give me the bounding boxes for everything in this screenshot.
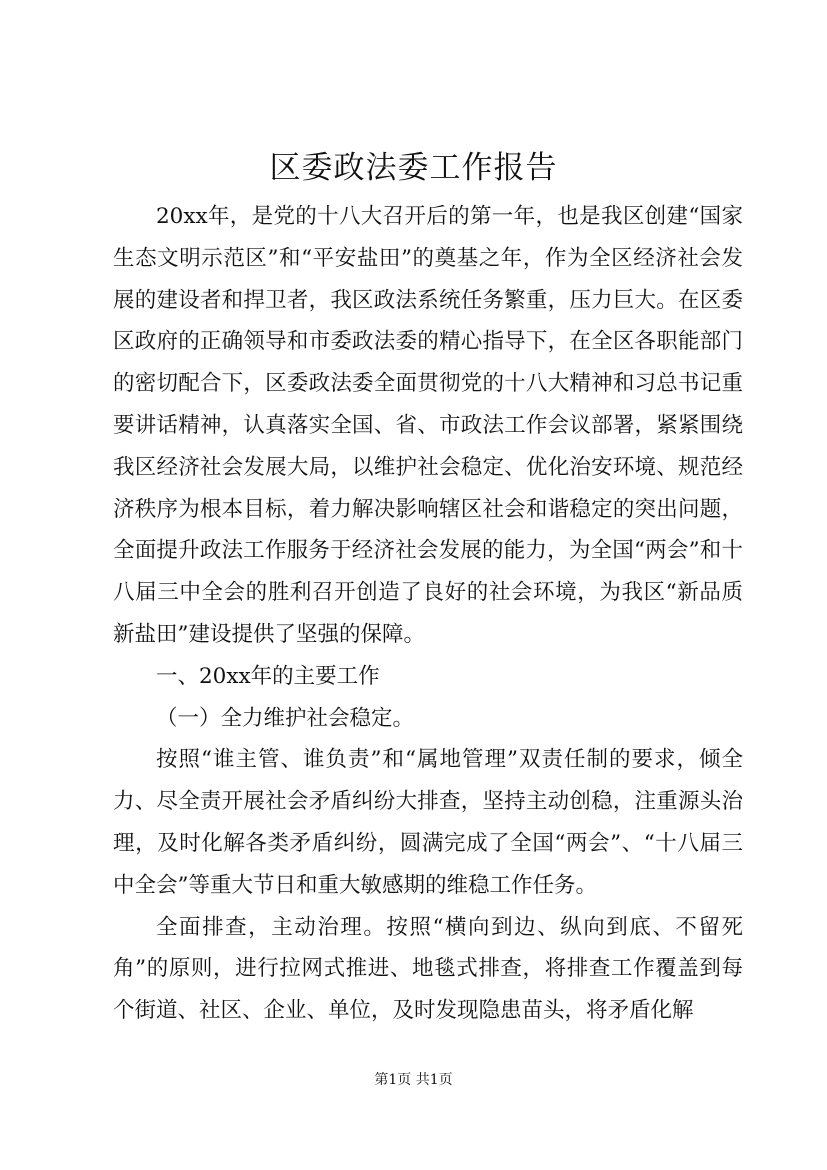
paragraph-investigation: 全面排查，主动治理。按照“横向到边、纵向到底、不留死角”的原则，进行拉网式推进、地毯式排查，将排查工作覆盖到每个街道、社区、企业、单位，及时发现隐患苗头，将矛盾化解: [113, 914, 743, 1024]
paragraph-responsibility: 按照“谁主管、谁负责”和“属地管理”双责任制的要求，倾全力、尽全责开展社会矛盾纠纷大排查，坚持主动创稳，注重源头治理，及时化解各类矛盾纠纷，圆满完成了全国“两会”、“十八届三中全会”等重大节日和重大敏感期的维稳工作任务。: [113, 747, 743, 898]
document-title: 区委政法委工作报告: [269, 150, 558, 186]
subsection-heading: （一）全力维护社会稳定。: [156, 705, 415, 731]
paragraph-intro: 20xx年，是党的十八大召开后的第一年，也是我区创建“国家生态文明示范区”和“平安盐田”的奠基之年，作为全区经济社会发展的建设者和捍卫者，我区政法系统任务繁重，压力巨大。在区委区政府的正确领导和市委政法委的精心指导下，在全区各职能部门的密切配合下，区委政法委全面贯彻党的十八大精神和习总书记重要讲话精神，认真落实全国、省、市政法工作会议部署，紧紧围绕我区经济社会发展大局，以维护社会稳定、优化治安环境、规范经济秩序为根本目标，着力解决影响辖区社会和谐稳定的突出问题，全面提升政法工作服务于经济社会发展的能力，为全国“两会”和十八届三中全会的胜利召开创造了良好的社会环境，为我区“新品质新盐田”建设提供了坚强的保障。: [113, 204, 743, 647]
document-body: [113, 196, 743, 1032]
page-footer: 第1页 共1页: [374, 1072, 453, 1088]
section-heading: 一、20xx年的主要工作: [156, 663, 380, 689]
